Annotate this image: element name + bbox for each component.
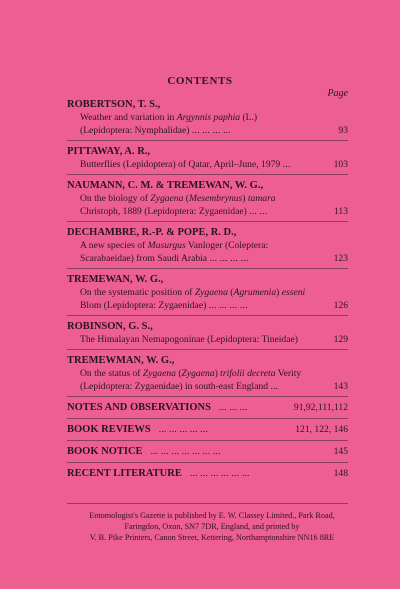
taxon-name: trifolii decreta bbox=[220, 368, 276, 379]
taxon-name: Mesembrynus bbox=[189, 193, 243, 204]
title-text: (Lepidoptera: Nymphalidae) bbox=[80, 125, 190, 136]
entry-title-line bbox=[67, 367, 348, 380]
contents-entry bbox=[67, 354, 348, 393]
taxon-name: Zygaena bbox=[142, 368, 176, 379]
title-text: On the biology of bbox=[80, 193, 151, 204]
leader-dots: ... bbox=[270, 381, 279, 392]
entry-author: TREMEWAN, W. G., bbox=[67, 274, 164, 285]
entry-title-line bbox=[67, 205, 348, 218]
entry-title-line bbox=[67, 111, 348, 124]
leader-dots: ... ... ... ... bbox=[209, 253, 249, 264]
leader-dots: ... ... ... ... ... ... ... bbox=[150, 446, 221, 457]
entry-divider bbox=[67, 396, 348, 397]
entry-divider bbox=[67, 315, 348, 316]
title-text: Butterflies (Lepidoptera) of Qatar, April–June, 1979 bbox=[80, 159, 281, 170]
taxon-name: Zygaena bbox=[181, 368, 215, 379]
title-text: Blom (Lepidoptera: Zygaenidae) bbox=[80, 300, 207, 311]
entry-author: DECHAMBRE, R.-P. & POPE, R. D., bbox=[67, 227, 237, 238]
contents-entry bbox=[67, 98, 348, 137]
entry-title-line bbox=[67, 299, 348, 312]
imprint-line: Faringdon, Oxon, SN7 7DR, England, and printed by bbox=[124, 522, 300, 531]
title-text: Weather and variation in bbox=[80, 112, 177, 123]
footer-divider bbox=[67, 503, 348, 504]
section-entry bbox=[67, 467, 348, 481]
entry-author: NAUMANN, C. M. & TREMEWAN, W. G., bbox=[67, 180, 264, 191]
taxon-name: Musurgus bbox=[147, 240, 186, 251]
entry-author: ROBINSON, G. S., bbox=[67, 321, 153, 332]
contents-list bbox=[67, 98, 348, 481]
title-text: Vanloger (Coleptera: bbox=[185, 240, 269, 251]
title-text: (Lepidoptera: Zygaenidae) in south-east England bbox=[80, 381, 269, 392]
section-title: BOOK NOTICE bbox=[67, 446, 143, 457]
leader-dots: ... ... ... bbox=[218, 402, 248, 413]
entry-divider bbox=[67, 349, 348, 350]
taxon-name: esseni bbox=[281, 287, 306, 298]
section-title: RECENT LITERATURE bbox=[67, 468, 182, 479]
title-text: ) bbox=[276, 287, 282, 298]
contents-entry bbox=[67, 226, 348, 265]
imprint-line: Entomologist's Gazette is published by E. W. Classey Limited., Park Road, bbox=[89, 511, 335, 520]
title-text: The Himalayan Nemapogoninae (Lepidoptera: Tineidae) bbox=[80, 334, 298, 345]
title-text: Christoph, 1889 (Lepidoptera: Zygaenidae) bbox=[80, 206, 247, 217]
page-number: 148 bbox=[333, 468, 348, 479]
taxon-name: tamara bbox=[247, 193, 276, 204]
taxon-name: Argynnis paphia bbox=[176, 112, 241, 123]
title-text: Scarabaeidae) from Saudi Arabia bbox=[80, 253, 208, 264]
taxon-name: Zygaena bbox=[150, 193, 184, 204]
entry-title-line bbox=[67, 380, 348, 393]
contents-title: CONTENTS bbox=[167, 75, 233, 87]
page-number: 126 bbox=[333, 300, 348, 311]
title-text: ( bbox=[227, 287, 234, 298]
entry-title-line bbox=[67, 192, 348, 205]
entry-title-line bbox=[67, 158, 348, 171]
entry-divider bbox=[67, 440, 348, 441]
entry-divider bbox=[67, 174, 348, 175]
entry-author: ROBERTSON, T. S., bbox=[67, 99, 161, 110]
entry-title-line bbox=[67, 286, 348, 299]
entry-divider bbox=[67, 268, 348, 269]
page-number: 143 bbox=[333, 381, 348, 392]
entry-title-line bbox=[67, 124, 348, 137]
entry-title-line bbox=[67, 333, 348, 346]
entry-title-line bbox=[67, 239, 348, 252]
imprint-line: V. B. Pike Printers, Canon Street, Kettering, Northamptonshire NN16 8RE bbox=[89, 533, 335, 542]
taxon-name: Zygaena bbox=[194, 287, 228, 298]
title-text: Verity bbox=[275, 368, 302, 379]
page-number: 113 bbox=[333, 206, 348, 217]
page-number: 93 bbox=[338, 125, 348, 136]
taxon-name: Agrumenia bbox=[233, 287, 277, 298]
leader-dots: ... bbox=[282, 159, 291, 170]
leader-dots: ... ... bbox=[249, 206, 268, 217]
page-column-label: Page bbox=[327, 88, 348, 99]
page-number: 91,92,111,112 bbox=[293, 402, 348, 413]
title-text: ) bbox=[214, 368, 221, 379]
publisher-imprint bbox=[67, 510, 357, 543]
section-entry bbox=[67, 445, 348, 459]
section-title: NOTES AND OBSERVATIONS bbox=[67, 402, 211, 413]
leader-dots: ... ... ... ... bbox=[191, 125, 231, 136]
entry-divider bbox=[67, 140, 348, 141]
title-text: (L.) bbox=[240, 112, 258, 123]
contents-entry bbox=[67, 145, 348, 171]
entry-divider bbox=[67, 418, 348, 419]
leader-dots: ... ... ... ... ... ... bbox=[189, 468, 250, 479]
section-entry bbox=[67, 401, 348, 415]
title-text: On the status of bbox=[80, 368, 143, 379]
page-number: 129 bbox=[333, 334, 348, 345]
section-title: BOOK REVIEWS bbox=[67, 424, 151, 435]
entry-title-line bbox=[67, 252, 348, 265]
title-text: ) bbox=[242, 193, 248, 204]
page-number: 103 bbox=[333, 159, 348, 170]
page-number: 123 bbox=[333, 253, 348, 264]
leader-dots: ... ... ... ... ... bbox=[158, 424, 209, 435]
contents-entry bbox=[67, 320, 348, 346]
page-number: 121, 122, 146 bbox=[295, 424, 348, 435]
entry-divider bbox=[67, 462, 348, 463]
entry-author: PITTAWAY, A. R., bbox=[67, 146, 151, 157]
title-text: A new species of bbox=[80, 240, 148, 251]
title-text: On the systematic position of bbox=[80, 287, 195, 298]
section-entry bbox=[67, 423, 348, 437]
entry-divider bbox=[67, 221, 348, 222]
contents-entry bbox=[67, 273, 348, 312]
title-text: ( bbox=[183, 193, 189, 204]
leader-dots: ... ... ... ... bbox=[208, 300, 248, 311]
entry-author: TREMEWMAN, W. G., bbox=[67, 355, 175, 366]
title-text: ( bbox=[175, 368, 182, 379]
contents-entry bbox=[67, 179, 348, 218]
page-number: 145 bbox=[333, 446, 348, 457]
